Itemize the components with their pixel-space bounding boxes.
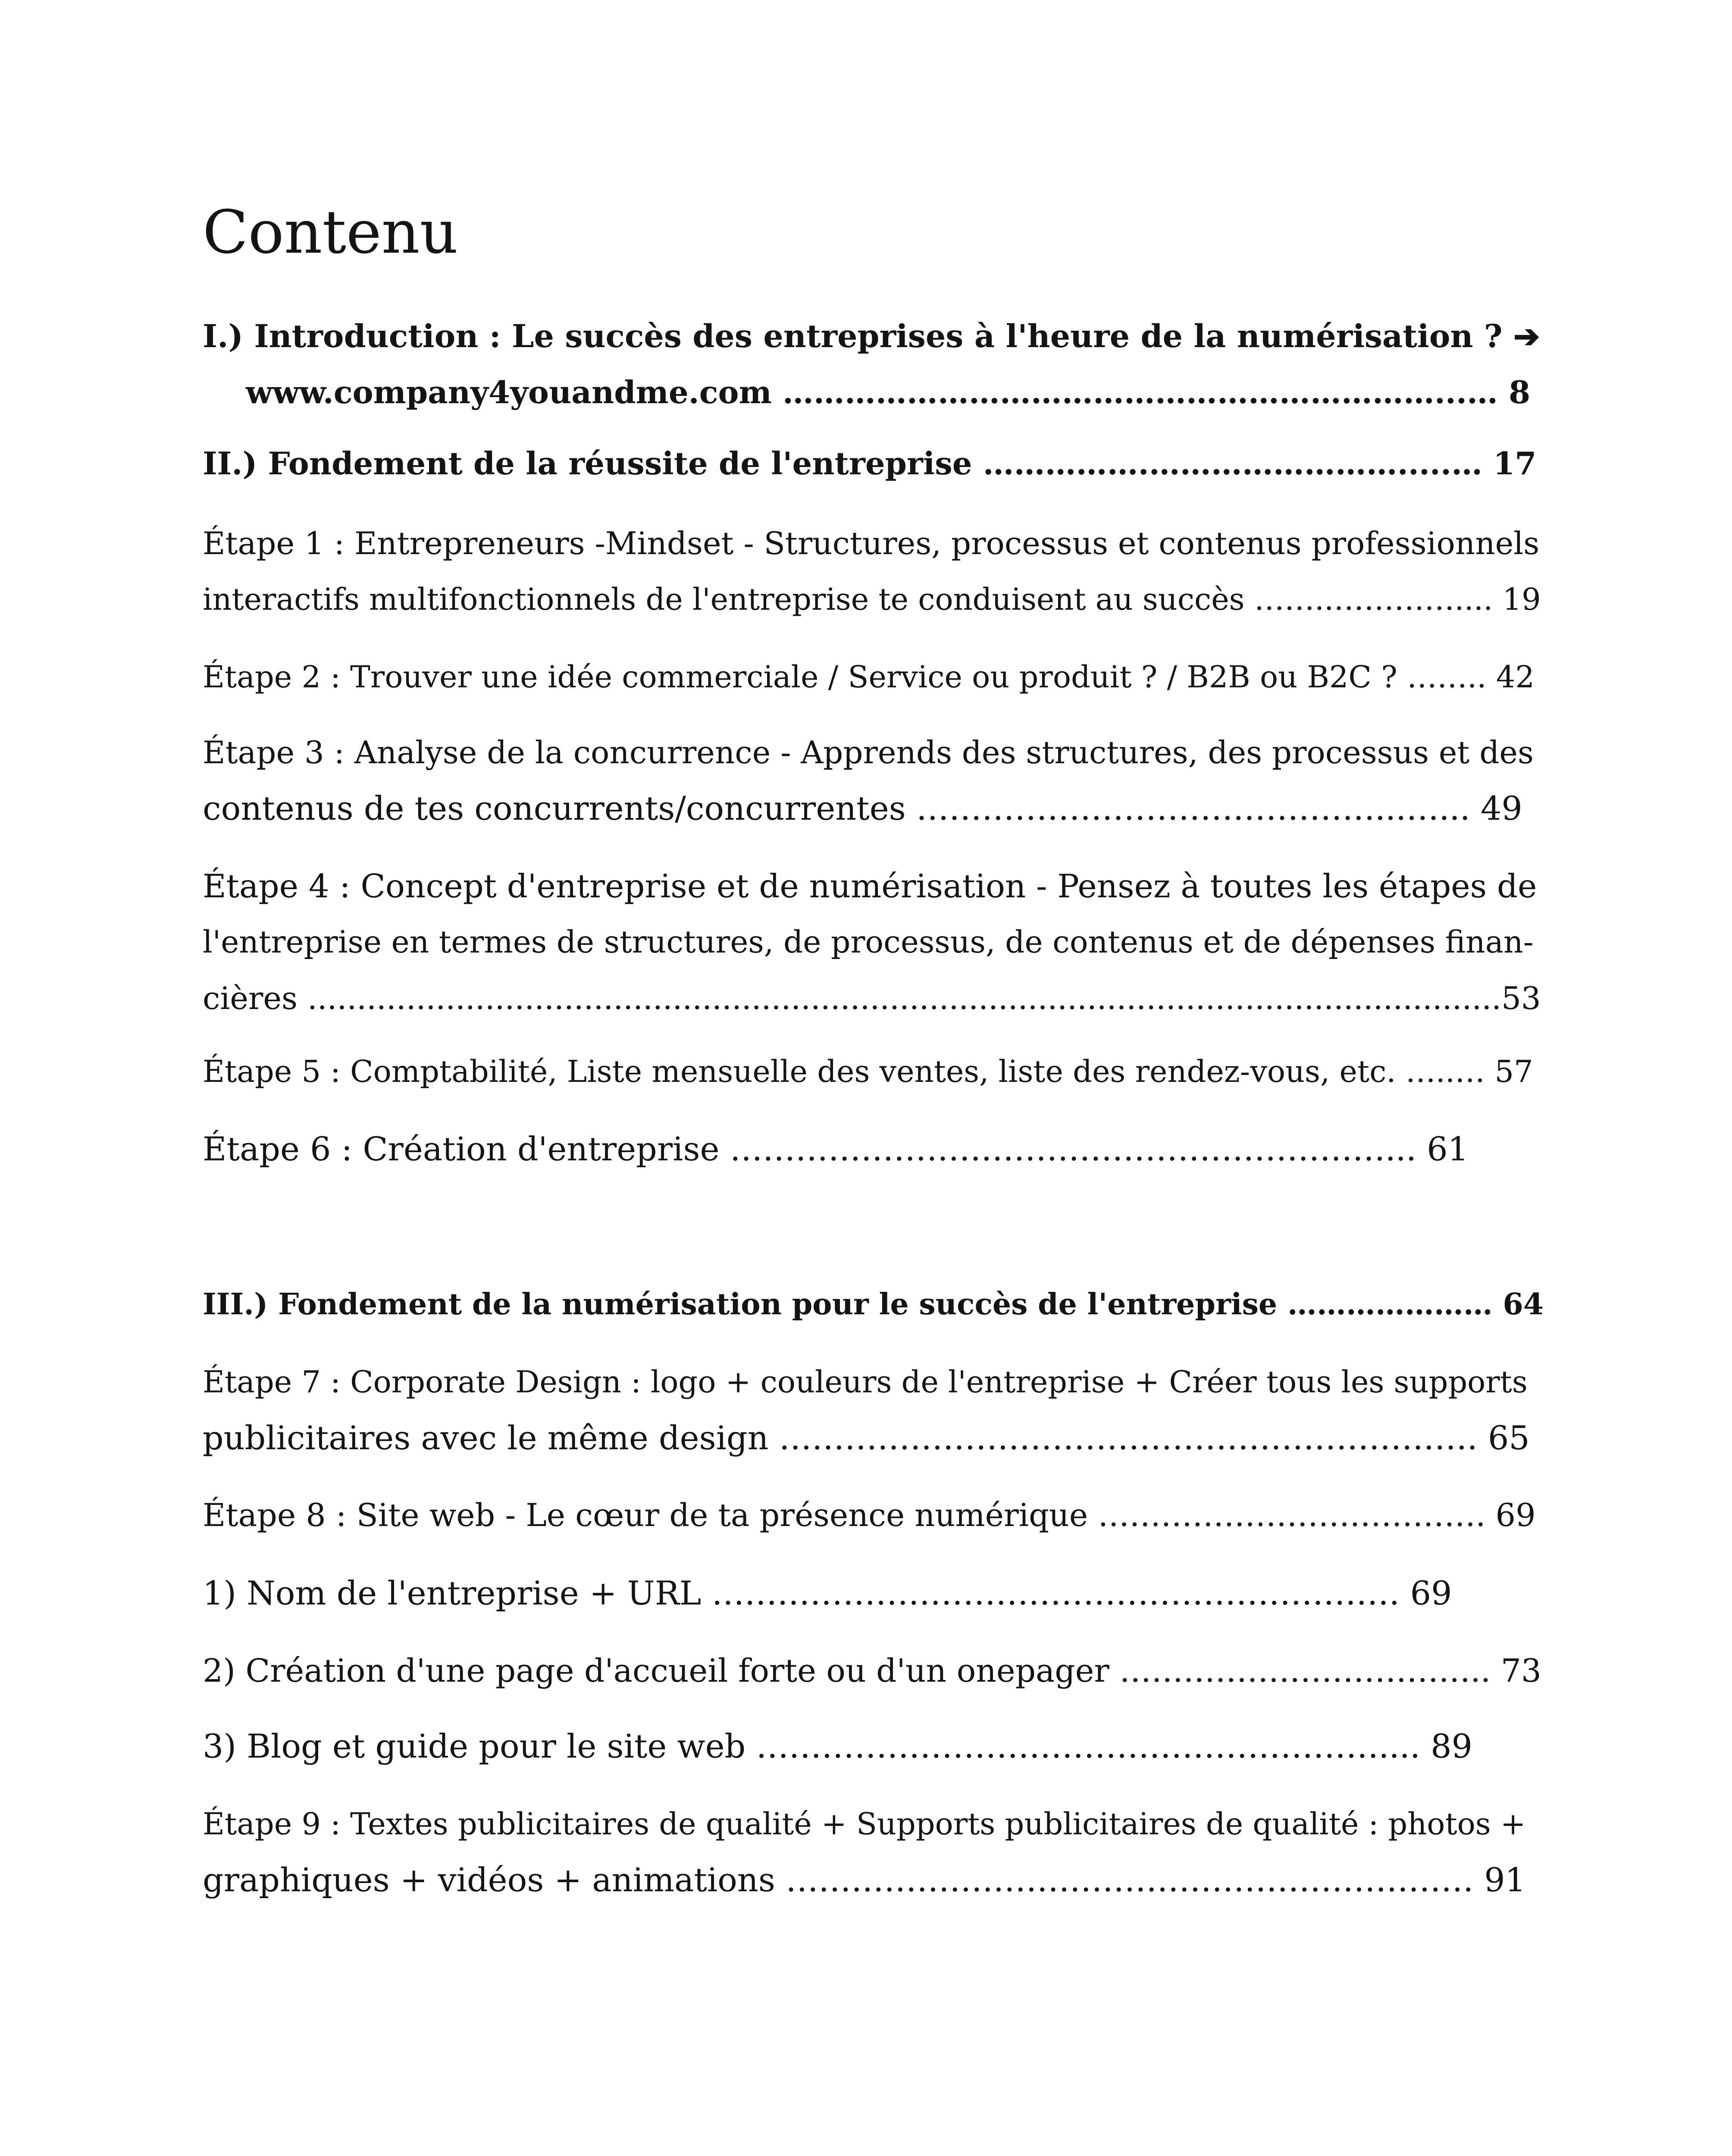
toc-entry-line: interactifs multifonctionnels de l'entreprise te conduisent au succès ……..………….... 19 <box>203 582 1541 617</box>
toc-entry-section-3 <box>203 1276 1544 1332</box>
toc-entry-line: I.) Introduction : Le succès des entreprises à l'heure de la numérisation ? ➔ <box>203 318 1540 355</box>
toc-entry-line: cières .........................................................................................................................53 <box>203 980 1541 1016</box>
toc-entry-sub-1 <box>203 1565 1544 1621</box>
toc-title: Contenu <box>203 197 458 267</box>
toc-entry-line: www.company4youandme.com ………………………………………………………...… 8 <box>246 374 1531 411</box>
toc-entry-etape-4 <box>203 858 1544 1026</box>
toc-entry-line: Étape 2 : Trouver une idée commerciale / Service ou produit ? / B2B ou B2C ? …….. 42 <box>203 659 1535 695</box>
toc-entry-line: Étape 1 : Entrepreneurs -Mindset - Structures, processus et contenus professionnels <box>203 525 1540 561</box>
toc-entry-etape-3 <box>203 724 1544 837</box>
toc-entry-line: Étape 5 : Comptabilité, Liste mensuelle des ventes, liste des rendez-vous, etc. …..… 57 <box>203 1054 1533 1089</box>
toc-entry-introduction <box>203 308 1544 420</box>
toc-entry-line: contenus de tes concurrents/concurrentes ……………………………………...…... 49 <box>203 789 1522 827</box>
toc-entry-sub-3 <box>203 1718 1544 1774</box>
toc-entry-line: 3) Blog et guide pour le site web ………………………………………………….... 89 <box>203 1727 1472 1765</box>
toc-entry-etape-2 <box>203 649 1544 705</box>
toc-entry-etape-8 <box>203 1488 1544 1544</box>
toc-entry-line: Étape 3 : Analyse de la concurrence - Apprends des structures, des processus et des <box>203 734 1534 771</box>
toc-entry-line: publicitaires avec le même design ………………………………………………………. 65 <box>203 1419 1530 1457</box>
toc-entry-sub-2 <box>203 1643 1544 1699</box>
toc-entry-etape-7 <box>203 1354 1544 1466</box>
toc-entry-line: graphiques + vidéos + animations ……………………………………………………… 91 <box>203 1861 1526 1899</box>
toc-entry-line: 2) Création d'une page d'accueil forte ou d'un onepager …………………………….. 73 <box>203 1652 1542 1689</box>
toc-entry-line: l'entreprise en termes de structures, de processus, de contenus et de dépenses finan- <box>203 924 1534 960</box>
toc-entry-line: Étape 4 : Concept d'entreprise et de numérisation - Pensez à toutes les étapes de <box>203 867 1537 905</box>
toc-entry-line: III.) Fondement de la numérisation pour le succès de l'entreprise ………………… 64 <box>203 1287 1544 1322</box>
toc-entry-line: Étape 8 : Site web - Le cœur de ta présence numérique ………………………………. 69 <box>203 1497 1536 1534</box>
toc-entry-section-2 <box>203 436 1544 492</box>
toc-entry-line: Étape 6 : Création d'entreprise ……………………………………………………... 61 <box>203 1130 1469 1168</box>
toc-entry-line: Étape 9 : Textes publicitaires de qualité + Supports publicitaires de qualité : photos + <box>203 1806 1526 1842</box>
toc-entry-etape-9 <box>203 1796 1544 1908</box>
toc-entry-etape-1 <box>203 515 1544 627</box>
toc-entry-line: 1) Nom de l'entreprise + URL ……………………………………………………… 69 <box>203 1574 1452 1612</box>
toc-entry-etape-5 <box>203 1044 1544 1100</box>
toc-entry-line: II.) Fondement de la réussite de l'entreprise …………….…………………….....… 17 <box>203 445 1537 482</box>
toc-entry-line: Étape 7 : Corporate Design : logo + couleurs de l'entreprise + Créer tous les supports <box>203 1364 1528 1400</box>
toc-entry-etape-6 <box>203 1121 1544 1177</box>
